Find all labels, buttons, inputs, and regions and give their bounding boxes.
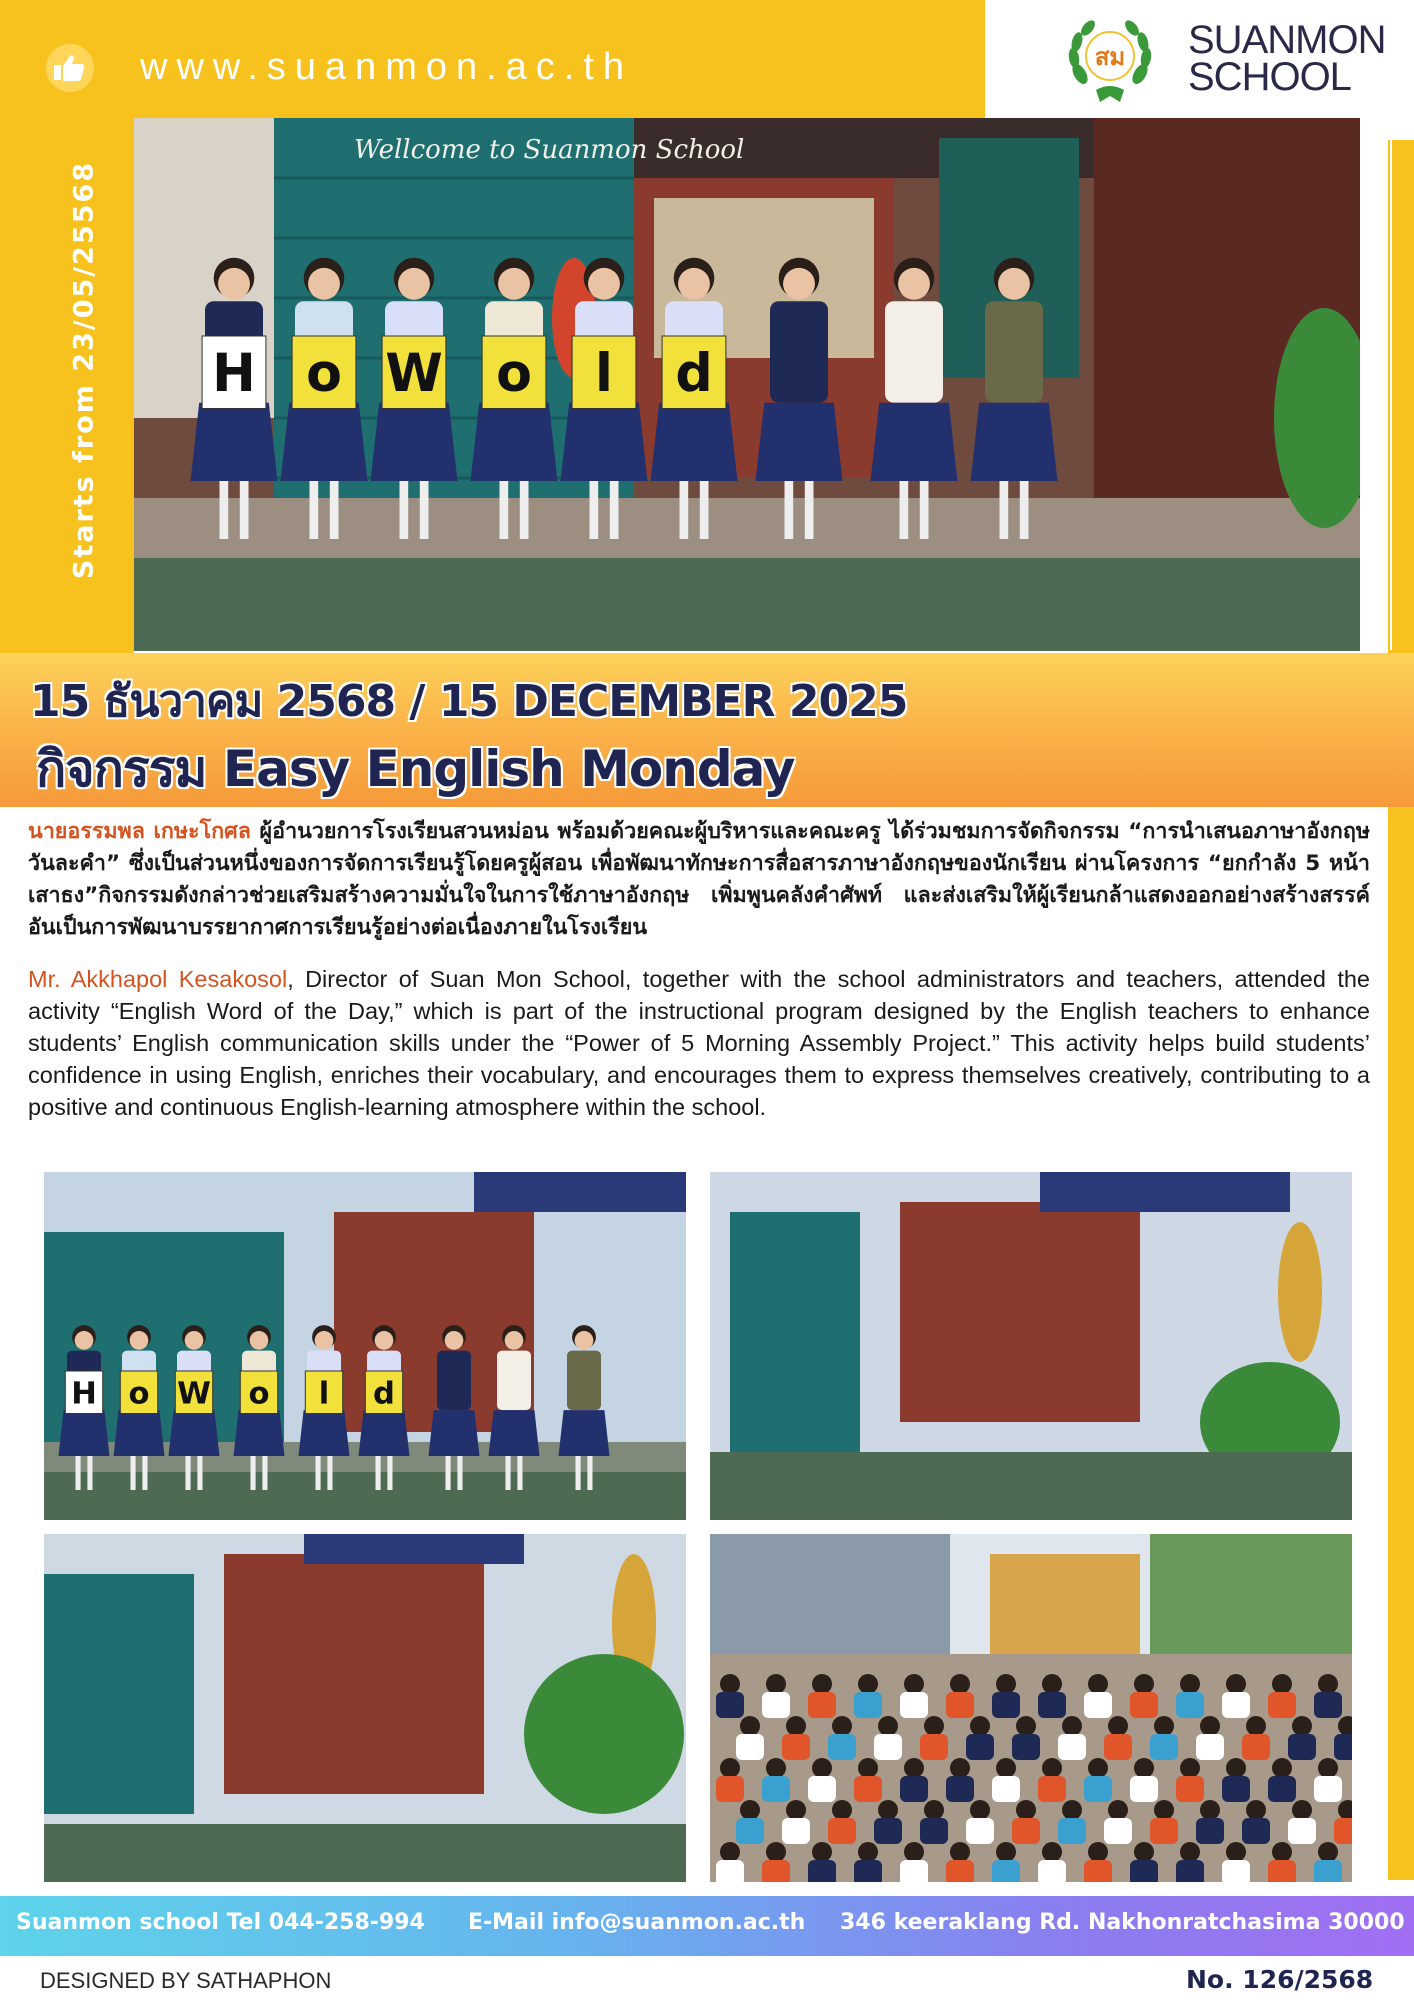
svg-text:สม: สม <box>1094 42 1126 71</box>
svg-text:Wellcome to Suanmon School: Wellcome to Suanmon School <box>354 135 745 165</box>
designer-credit: DESIGNED BY SATHAPHON <box>40 1968 332 1993</box>
english-paragraph <box>28 963 1370 1123</box>
english-body-text: , Director of Suan Mon School, together with the school administrators and teachers, attended the activity “English Word of the Day,” which is part of the instructional program designed by the English teachers to enhance students’ English communication skills under the “Power of 5 Morning Assembly Project.” This activity helps build students’ confidence in using English, enriches their vocabulary, and encourages them to express themselves creatively, contributing to a positive and continuous English-learning atmosphere within the school. <box>28 966 1370 1120</box>
footer-email[interactable]: E-Mail info@suanmon.ac.th <box>468 1910 806 1935</box>
svg-text:H: H <box>71 1376 97 1412</box>
thumbs-up-icon <box>50 52 90 84</box>
footer-address: 346 keeraklang Rd. Nakhonratchasima 30000 <box>840 1910 1405 1935</box>
photo-grid-top-right <box>710 1172 1352 1520</box>
school-name-line1: SUANMON <box>1188 18 1386 62</box>
svg-text:H: H <box>212 344 256 405</box>
svg-text:d: d <box>675 344 713 405</box>
school-logo <box>1062 12 1158 108</box>
start-date-vertical: Starts from 23/05/25568 <box>68 160 100 580</box>
svg-text:W: W <box>177 1376 211 1412</box>
right-side-line <box>1390 140 1392 650</box>
event-date: 15 ธันวาคม 2568 / 15 DECEMBER 2025 <box>30 676 908 727</box>
thai-director-name: นายอรรมพล เกษะโกศล <box>28 819 251 844</box>
svg-text:l: l <box>318 1376 330 1412</box>
photo-grid-bottom-left <box>44 1534 686 1882</box>
left-side-band <box>0 118 134 653</box>
school-name-line2: SCHOOL <box>1188 55 1351 99</box>
issue-number: No. 126/2568 <box>1186 1965 1374 1994</box>
photo-grid-top-left <box>44 1172 686 1520</box>
svg-text:o: o <box>128 1376 150 1412</box>
english-director-name: Mr. Akkhapol Kesakosol <box>28 966 288 992</box>
svg-text:o: o <box>306 344 342 405</box>
thai-body-text: ผู้อำนวยการโรงเรียนสวนหม่อน พร้อมด้วยคณะผู้บริหารและคณะครู ได้ร่วมชมการจัดกิจกรรม “การนำเสนอภาษาอังกฤษวันละคำ” ซึ่งเป็นส่วนหนึ่งของการจัดการเรียนรู้โดยครูผู้สอน เพื่อพัฒนาทักษะการสื่อสารภาษาอังกฤษของนักเรียน ผ่านโครงการ “ยกกำลัง 5 หน้าเสาธง”กิจกรรมดังกล่าวช่วยเสริมสร้างความมั่นใจในการใช้ภาษาอังกฤษ เพิ่มพูนคลังคำศัพท์ และส่งเสริมให้ผู้เรียนกล้าแสดงออกอย่างสร้างสรรค์ อันเป็นการพัฒนาบรรยากาศการเรียนรู้อย่างต่อเนื่องภายในโรงเรียน <box>28 819 1371 940</box>
svg-text:o: o <box>496 344 532 405</box>
photo-grid-bottom-right <box>710 1534 1352 1882</box>
footer-school-tel: Suanmon school Tel 044-258-994 <box>16 1910 425 1935</box>
svg-text:d: d <box>373 1376 395 1412</box>
svg-text:W: W <box>385 344 443 405</box>
thai-paragraph <box>28 816 1370 944</box>
activity-title: กิจกรรม Easy English Monday <box>36 740 795 798</box>
svg-text:l: l <box>595 344 613 405</box>
hero-photo <box>134 118 1360 651</box>
svg-text:o: o <box>248 1376 270 1412</box>
website-url[interactable]: www.suanmon.ac.th <box>140 46 634 88</box>
